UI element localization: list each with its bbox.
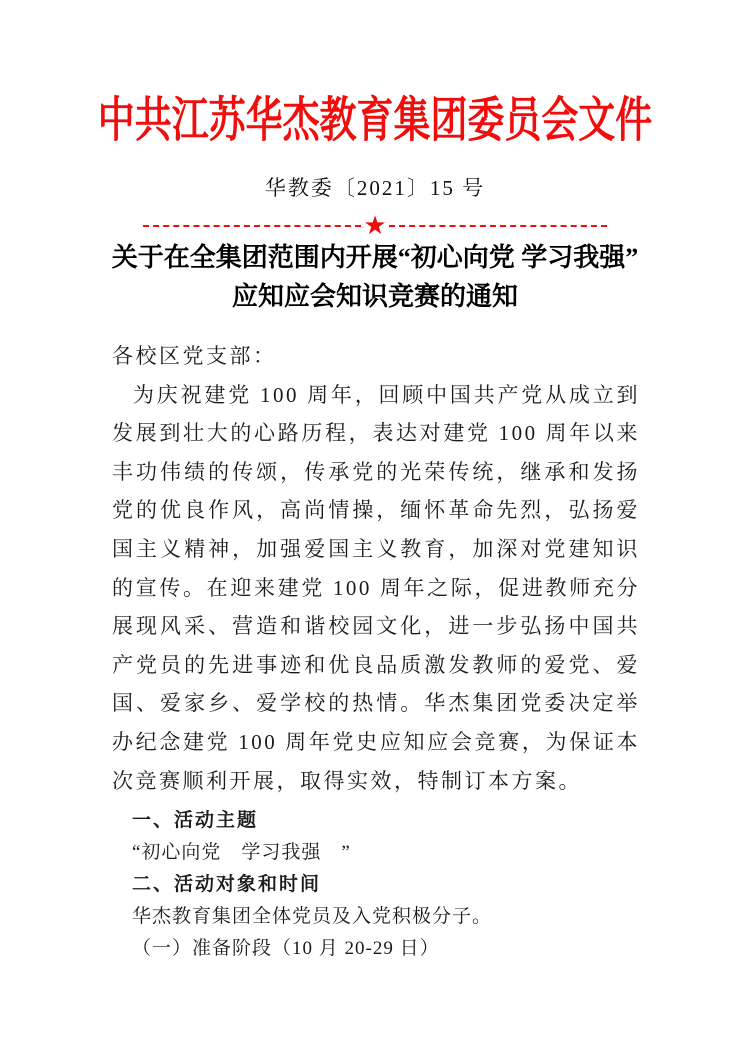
section-audience-text: 华杰教育集团全体党员及入党积极分子。 bbox=[132, 906, 493, 928]
sections-block bbox=[0, 805, 750, 965]
letterhead-divider bbox=[143, 213, 607, 239]
star-icon: ★ bbox=[363, 211, 387, 240]
letterhead-org-title-text: 中共江苏华杰教育集团委员会文件 bbox=[97, 94, 653, 147]
section-heading-audience-time: 二、活动对象和时间 bbox=[132, 874, 322, 896]
divider-dash-left bbox=[143, 225, 361, 227]
section-theme-text: “初心向党 学习我强 ” bbox=[132, 842, 351, 864]
divider-dash-right bbox=[389, 225, 607, 227]
section-preparation-phase-text: （一）准备阶段（10 月 20-29 日） bbox=[132, 938, 440, 960]
document-body bbox=[0, 337, 750, 800]
salutation: 各校区党支部： bbox=[112, 344, 277, 368]
document-title bbox=[0, 239, 750, 316]
letterhead-org-title bbox=[0, 94, 750, 147]
document-title-line1: 关于在全集团范围内开展“初心向党 学习我强” bbox=[111, 243, 639, 272]
body-paragraph: 为庆祝建党 100 周年，回顾中国共产党从成立到发展到壮大的心路历程，表达对建党 100 周年以来丰功伟绩的传颂，传承党的光荣传统，继承和发扬党的优良作风，高尚情操，缅怀革命先烈，弘扬爱国主义精神，加强爱国主义教育，加深对党建知识的宣传。在迎来建党 100 周年之际，促进教师充分展现风采、营造和谐校园文化，进一步弘扬中国共产党员的先进事迹和优良品质激发教师的爱党、爱国、爱家乡、爱学校的热情。华杰集团党委决定举办纪念建党 100 周年党史应知应会竞赛，为保证本次竞赛顺利开展，取得实效，特制订本方案。 bbox=[112, 382, 640, 793]
document-number: 华教委〔2021〕15 号 bbox=[264, 176, 486, 200]
section-heading-activity-theme: 一、活动主题 bbox=[132, 810, 259, 832]
document-title-line2: 应知应会知识竞赛的通知 bbox=[231, 281, 518, 311]
